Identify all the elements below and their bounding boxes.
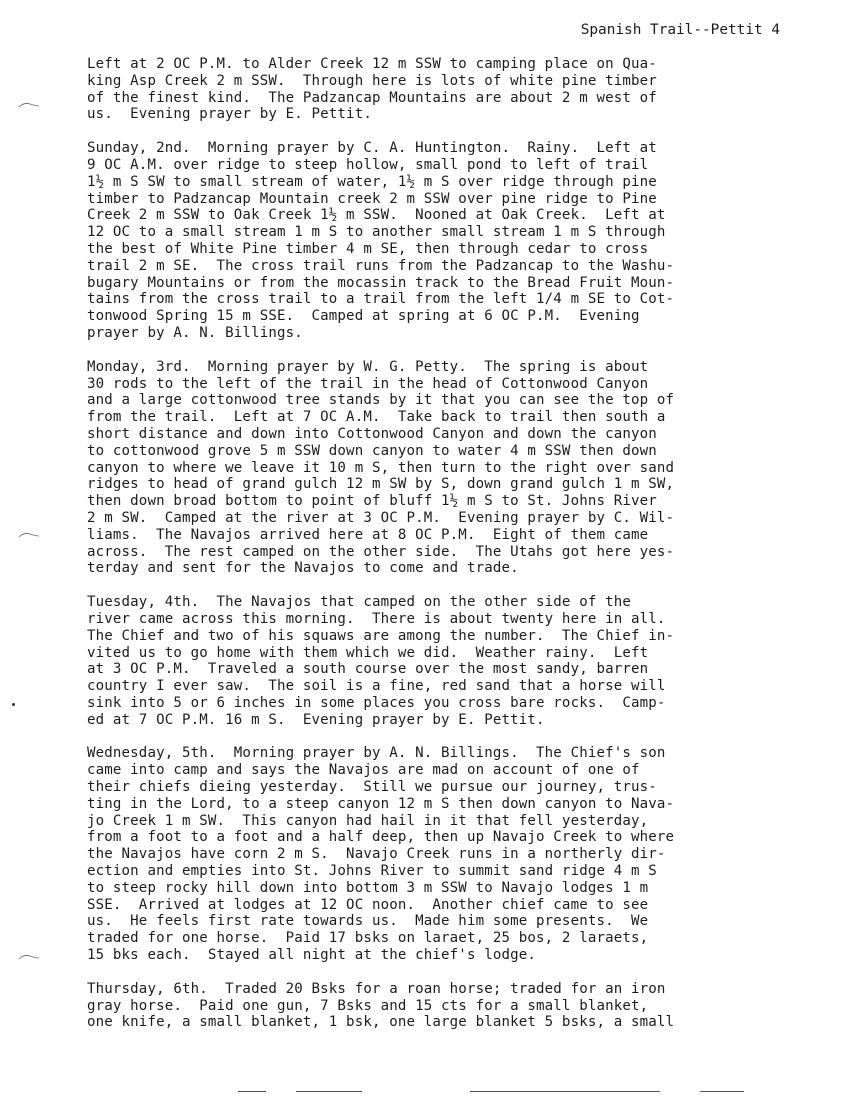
text-line: ridges to head of grand gulch 12 m SW by S, down grand gulch 1 m SW,	[87, 476, 675, 493]
text-line: vited us to go home with them which we did. Weather rainy. Left	[87, 644, 649, 661]
scan-artifact	[296, 1091, 362, 1092]
journal-entry	[87, 745, 787, 963]
text-line: from the trail. Left at 7 OC A.M. Take back to trail then south a	[87, 409, 666, 426]
text-line: and a large cottonwood tree stands by it that you can see the top of	[87, 392, 675, 409]
text-line: short distance and down into Cottonwood Canyon and down the canyon	[87, 425, 657, 442]
margin-mark	[18, 100, 40, 110]
text-line: across. The rest camped on the other side. The Utahs got here yes-	[87, 543, 675, 560]
text-line: canyon to where we leave it 10 m S, then turn to the right over sand	[87, 459, 675, 476]
text-line: SSE. Arrived at lodges at 12 OC noon. Another chief came to see	[87, 896, 649, 913]
text-line: us. Evening prayer by E. Pettit.	[87, 106, 372, 123]
text-line: Tuesday, 4th. The Navajos that camped on the other side of the	[87, 594, 632, 611]
journal-entry	[87, 981, 787, 1031]
margin-mark	[18, 530, 40, 540]
scan-artifact	[238, 1091, 266, 1092]
text-line: king Asp Creek 2 m SSW. Through here is lots of white pine timber	[87, 72, 657, 89]
text-line: their chiefs dieing yesterday. Still we pursue our journey, trus-	[87, 779, 657, 796]
text-line: 2 m SW. Camped at the river at 3 OC P.M. Evening prayer by C. Wil-	[87, 509, 675, 526]
text-line: 12 OC to a small stream 1 m S to another small stream 1 m S through	[87, 224, 666, 241]
text-line: tains from the cross trail to a trail from the left 1/4 m SE to Cot-	[87, 291, 675, 308]
text-line: trail 2 m SE. The cross trail runs from the Padzancap to the Washu-	[87, 257, 675, 274]
text-line: Wednesday, 5th. Morning prayer by A. N. Billings. The Chief's son	[87, 745, 666, 762]
text-line: ting in the Lord, to a steep canyon 12 m S then down canyon to Nava-	[87, 795, 675, 812]
margin-mark	[18, 952, 40, 962]
text-line: the Navajos have corn 2 m S. Navajo Creek runs in a northerly dir-	[87, 846, 666, 863]
text-line: the best of White Pine timber 4 m SE, then through cedar to cross	[87, 240, 649, 257]
text-line: timber to Padzancap Mountain creek 2 m SSW over pine ridge to Pine	[87, 190, 657, 207]
text-line: Left at 2 OC P.M. to Alder Creek 12 m SSW to camping place on Qua-	[87, 56, 657, 72]
scan-artifact	[470, 1091, 660, 1092]
scan-artifact	[700, 1091, 744, 1092]
text-line: sink into 5 or 6 inches in some places you cross bare rocks. Camp-	[87, 694, 666, 711]
text-line: river came across this morning. There is about twenty here in all.	[87, 610, 666, 627]
text-line: 9 OC A.M. over ridge to steep hollow, small pond to left of trail	[87, 156, 649, 173]
text-line: then down broad bottom to point of bluff 1½ m S to St. Johns River	[87, 493, 657, 510]
text-line: Thursday, 6th. Traded 20 Bsks for a roan horse; traded for an iron	[87, 980, 666, 997]
text-line: one knife, a small blanket, 1 bsk, one large blanket 5 bsks, a small	[87, 1014, 675, 1031]
text-line: us. He feels first rate towards us. Made him some presents. We	[87, 913, 649, 930]
text-line: terday and sent for the Navajos to come and trade.	[87, 560, 519, 577]
page-header: Spanish Trail--Pettit 4	[580, 22, 780, 38]
text-line: traded for one horse. Paid 17 bsks on laraet, 25 bos, 2 laraets,	[87, 930, 649, 947]
text-line: country I ever saw. The soil is a fine, red sand that a horse will	[87, 678, 666, 695]
text-line: bugary Mountains or from the mocassin track to the Bread Fruit Moun-	[87, 274, 675, 291]
journal-body	[87, 56, 787, 1048]
text-line: to cottonwood grove 5 m SSW down canyon to water 4 m SSW then down	[87, 442, 657, 459]
text-line: 15 bks each. Stayed all night at the chief's lodge.	[87, 947, 537, 964]
text-line: 1½ m S SW to small stream of water, 1½ m S over ridge through pine	[87, 173, 657, 190]
text-line: gray horse. Paid one gun, 7 Bsks and 15 cts for a small blanket,	[87, 997, 649, 1014]
text-line: 30 rods to the left of the trail in the head of Cottonwood Canyon	[87, 375, 649, 392]
text-line: to steep rocky hill down into bottom 3 m SSW to Navajo lodges 1 m	[87, 879, 649, 896]
text-line: tonwood Spring 15 m SSE. Camped at spring at 6 OC P.M. Evening	[87, 308, 640, 325]
text-line: ed at 7 OC P.M. 16 m S. Evening prayer by E. Pettit.	[87, 711, 545, 728]
text-line: came into camp and says the Navajos are mad on account of one of	[87, 762, 640, 779]
text-line: Creek 2 m SSW to Oak Creek 1½ m SSW. Nooned at Oak Creek. Left at	[87, 207, 666, 224]
text-line: The Chief and two of his squaws are among the number. The Chief in-	[87, 627, 675, 644]
text-line: at 3 OC P.M. Traveled a south course over the most sandy, barren	[87, 661, 649, 678]
margin-dot	[12, 703, 15, 706]
text-line: from a foot to a foot and a half deep, then up Navajo Creek to where	[87, 829, 675, 846]
text-line: Monday, 3rd. Morning prayer by W. G. Petty. The spring is about	[87, 358, 649, 375]
text-line: of the finest kind. The Padzancap Mountains are about 2 m west of	[87, 89, 657, 106]
text-line: ection and empties into St. Johns River to summit sand ridge 4 m S	[87, 863, 657, 880]
text-line: Sunday, 2nd. Morning prayer by C. A. Huntington. Rainy. Left at	[87, 140, 657, 157]
text-line: prayer by A. N. Billings.	[87, 324, 303, 341]
journal-entry	[87, 594, 787, 728]
journal-entry	[87, 359, 787, 577]
journal-entry	[87, 56, 787, 123]
text-line: liams. The Navajos arrived here at 8 OC P.M. Eight of them came	[87, 526, 649, 543]
journal-entry	[87, 140, 787, 342]
text-line: jo Creek 1 m SW. This canyon had hail in it that fell yesterday,	[87, 812, 649, 829]
